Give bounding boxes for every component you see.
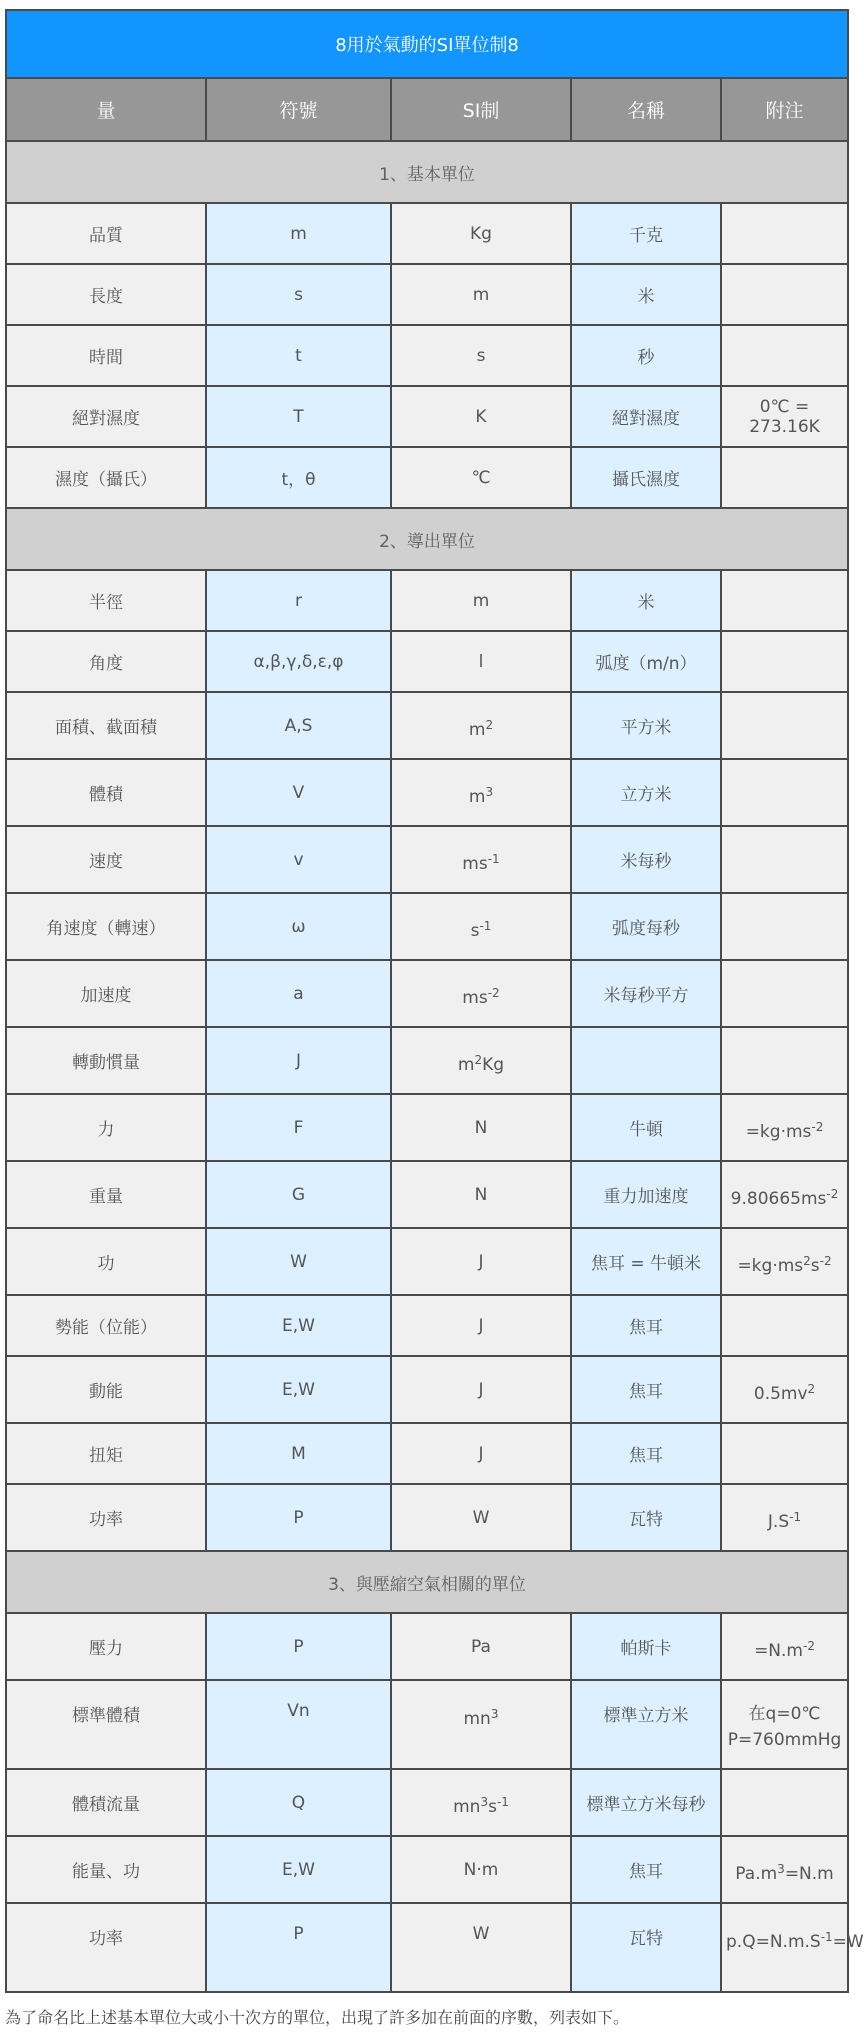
cell-unit-name: 焦耳 xyxy=(571,1295,721,1356)
cell-si-unit: $m^2$ xyxy=(391,692,571,759)
table-row xyxy=(6,1356,848,1423)
cell-si-unit: $mn^3s^{-1}$ xyxy=(391,1769,571,1836)
header-si: SI制 xyxy=(391,78,571,141)
cell-quantity: 功率 xyxy=(6,1484,206,1551)
cell-note xyxy=(721,960,848,1027)
cell-unit-name: 攝氏濕度 xyxy=(571,447,721,508)
cell-note xyxy=(721,631,848,692)
cell-quantity: 功率 xyxy=(6,1903,206,1992)
table-row xyxy=(6,1769,848,1836)
cell-note: $0.5mv^2$ xyxy=(721,1356,848,1423)
cell-unit-name: 標準立方米 xyxy=(571,1680,721,1769)
cell-symbol: a xyxy=(206,960,391,1027)
cell-symbol: v xyxy=(206,826,391,893)
cell-quantity: 角度 xyxy=(6,631,206,692)
cell-quantity: 速度 xyxy=(6,826,206,893)
cell-symbol: E,W xyxy=(206,1836,391,1903)
cell-note xyxy=(721,1423,848,1484)
cell-quantity: 濕度（攝氏） xyxy=(6,447,206,508)
cell-symbol: J xyxy=(206,1027,391,1094)
cell-symbol: r xyxy=(206,570,391,631)
table-row xyxy=(6,826,848,893)
cell-symbol: M xyxy=(206,1423,391,1484)
cell-note xyxy=(721,1027,848,1094)
cell-symbol: A,S xyxy=(206,692,391,759)
cell-unit-name: 米每秒平方 xyxy=(571,960,721,1027)
cell-unit-name: 焦耳 = 牛頓米 xyxy=(571,1228,721,1295)
cell-unit-name: 焦耳 xyxy=(571,1836,721,1903)
header-note: 附注 xyxy=(721,78,848,141)
cell-si-unit: N·m xyxy=(391,1836,571,1903)
cell-note xyxy=(721,692,848,759)
cell-symbol: t，θ xyxy=(206,447,391,508)
cell-note xyxy=(721,264,848,325)
cell-symbol: m xyxy=(206,203,391,264)
cell-note xyxy=(721,826,848,893)
cell-quantity: 絕對濕度 xyxy=(6,386,206,447)
cell-si-unit: l xyxy=(391,631,571,692)
cell-si-unit: J xyxy=(391,1228,571,1295)
cell-symbol: P xyxy=(206,1903,391,1992)
cell-si-unit: Pa xyxy=(391,1613,571,1680)
cell-si-unit: W xyxy=(391,1484,571,1551)
cell-si-unit: m xyxy=(391,570,571,631)
cell-unit-name: 絕對濕度 xyxy=(571,386,721,447)
cell-quantity: 勢能（位能） xyxy=(6,1295,206,1356)
cell-symbol: Vn xyxy=(206,1680,391,1769)
cell-si-unit: Kg xyxy=(391,203,571,264)
cell-unit-name xyxy=(571,1027,721,1094)
table-row xyxy=(6,1094,848,1161)
table-row xyxy=(6,1295,848,1356)
cell-quantity: 體積流量 xyxy=(6,1769,206,1836)
cell-note: $=kg\cdot ms^2s^{-2}$ xyxy=(721,1228,848,1295)
table-row xyxy=(6,1161,848,1228)
section-label: 1、基本單位 xyxy=(6,141,848,203)
table-row xyxy=(6,1680,848,1769)
cell-quantity: 半徑 xyxy=(6,570,206,631)
cell-symbol: E,W xyxy=(206,1295,391,1356)
cell-symbol: G xyxy=(206,1161,391,1228)
cell-note: $J.S^{-1}$ xyxy=(721,1484,848,1551)
cell-unit-name: 帕斯卡 xyxy=(571,1613,721,1680)
cell-si-unit: N xyxy=(391,1094,571,1161)
cell-quantity: 轉動慣量 xyxy=(6,1027,206,1094)
cell-unit-name: 瓦特 xyxy=(571,1903,721,1992)
cell-unit-name: 米 xyxy=(571,570,721,631)
cell-quantity: 體積 xyxy=(6,759,206,826)
cell-unit-name: 瓦特 xyxy=(571,1484,721,1551)
cell-unit-name: 平方米 xyxy=(571,692,721,759)
cell-symbol: P xyxy=(206,1484,391,1551)
table-row xyxy=(6,1836,848,1903)
cell-si-unit: $mn^3$ xyxy=(391,1680,571,1769)
cell-quantity: 加速度 xyxy=(6,960,206,1027)
cell-si-unit: N xyxy=(391,1161,571,1228)
cell-quantity: 重量 xyxy=(6,1161,206,1228)
cell-symbol: ω xyxy=(206,893,391,960)
cell-quantity: 功 xyxy=(6,1228,206,1295)
section-label: 2、導出單位 xyxy=(6,508,848,570)
cell-note xyxy=(721,447,848,508)
cell-symbol: s xyxy=(206,264,391,325)
cell-si-unit: s xyxy=(391,325,571,386)
cell-note: 0℃ = 273.16K xyxy=(721,386,848,447)
cell-quantity: 標準體積 xyxy=(6,1680,206,1769)
cell-si-unit: $m^2Kg$ xyxy=(391,1027,571,1094)
cell-unit-name: 米 xyxy=(571,264,721,325)
table-row xyxy=(6,1228,848,1295)
cell-quantity: 動能 xyxy=(6,1356,206,1423)
cell-note xyxy=(721,893,848,960)
table-row xyxy=(6,893,848,960)
note-line: 在q=0℃ xyxy=(748,1704,821,1724)
cell-note: $p.Q=N.m.S^{-1}=W$ xyxy=(721,1903,848,1992)
table-row xyxy=(6,447,848,508)
cell-unit-name: 重力加速度 xyxy=(571,1161,721,1228)
cell-unit-name: 弧度每秒 xyxy=(571,893,721,960)
cell-symbol: P xyxy=(206,1613,391,1680)
section-row xyxy=(6,508,848,570)
cell-note xyxy=(721,759,848,826)
header-quantity: 量 xyxy=(6,78,206,141)
cell-quantity: 扭矩 xyxy=(6,1423,206,1484)
cell-note: $=N.m^{-2}$ xyxy=(721,1613,848,1680)
footer-note: 為了命名比上述基本單位大或小十次方的單位，出現了許多加在前面的序數，列表如下。 xyxy=(5,2008,630,2027)
table-row xyxy=(6,1484,848,1551)
cell-si-unit: $ms^{-1}$ xyxy=(391,826,571,893)
cell-quantity: 壓力 xyxy=(6,1613,206,1680)
cell-unit-name: 牛頓 xyxy=(571,1094,721,1161)
cell-note xyxy=(721,1295,848,1356)
table-row xyxy=(6,631,848,692)
cell-symbol: α,β,γ,δ,ε,φ xyxy=(206,631,391,692)
section-row xyxy=(6,1551,848,1613)
cell-unit-name: 標準立方米每秒 xyxy=(571,1769,721,1836)
cell-note: $9.80665ms^{-2}$ xyxy=(721,1161,848,1228)
table-row xyxy=(6,1903,848,1992)
table-row xyxy=(6,1027,848,1094)
cell-symbol: F xyxy=(206,1094,391,1161)
cell-note: $Pa.m^3=N.m$ xyxy=(721,1836,848,1903)
cell-note xyxy=(721,570,848,631)
cell-si-unit: W xyxy=(391,1903,571,1992)
cell-si-unit: $ms^{-2}$ xyxy=(391,960,571,1027)
cell-quantity: 時間 xyxy=(6,325,206,386)
table-title: 8用於氣動的SI單位制8 xyxy=(6,10,848,78)
cell-quantity: 面積、截面積 xyxy=(6,692,206,759)
cell-note xyxy=(721,1769,848,1836)
cell-symbol: E,W xyxy=(206,1356,391,1423)
table-row xyxy=(6,759,848,826)
table-row xyxy=(6,960,848,1027)
cell-si-unit: K xyxy=(391,386,571,447)
table-row xyxy=(6,264,848,325)
cell-symbol: T xyxy=(206,386,391,447)
cell-si-unit: $s^{-1}$ xyxy=(391,893,571,960)
cell-unit-name: 弧度（m/n） xyxy=(571,631,721,692)
table-row xyxy=(6,325,848,386)
cell-si-unit: ℃ xyxy=(391,447,571,508)
section-row xyxy=(6,141,848,203)
cell-quantity: 力 xyxy=(6,1094,206,1161)
cell-si-unit: $m^3$ xyxy=(391,759,571,826)
cell-unit-name: 千克 xyxy=(571,203,721,264)
si-units-table xyxy=(5,9,864,1993)
cell-symbol: V xyxy=(206,759,391,826)
cell-unit-name: 立方米 xyxy=(571,759,721,826)
cell-si-unit: J xyxy=(391,1295,571,1356)
cell-quantity: 長度 xyxy=(6,264,206,325)
section-label: 3、與壓縮空氣相關的單位 xyxy=(6,1551,848,1613)
cell-symbol: Q xyxy=(206,1769,391,1836)
cell-unit-name: 焦耳 xyxy=(571,1356,721,1423)
cell-note xyxy=(721,203,848,264)
header-name: 名稱 xyxy=(571,78,721,141)
table-row xyxy=(6,1423,848,1484)
cell-si-unit: J xyxy=(391,1423,571,1484)
cell-unit-name: 米每秒 xyxy=(571,826,721,893)
cell-note xyxy=(721,325,848,386)
table-row xyxy=(6,386,848,447)
table-row xyxy=(6,1613,848,1680)
cell-si-unit: m xyxy=(391,264,571,325)
cell-symbol: W xyxy=(206,1228,391,1295)
table-row xyxy=(6,570,848,631)
cell-symbol: t xyxy=(206,325,391,386)
table-body xyxy=(6,141,864,1992)
cell-unit-name: 焦耳 xyxy=(571,1423,721,1484)
cell-quantity: 能量、功 xyxy=(6,1836,206,1903)
cell-si-unit: J xyxy=(391,1356,571,1423)
cell-quantity: 品質 xyxy=(6,203,206,264)
cell-note xyxy=(721,1680,848,1769)
header-row xyxy=(6,78,848,141)
cell-note: $=kg\cdot ms^{-2}$ xyxy=(721,1094,848,1161)
cell-quantity: 角速度（轉速） xyxy=(6,893,206,960)
note-line: P=760mmHg xyxy=(727,1730,842,1750)
cell-unit-name: 秒 xyxy=(571,325,721,386)
header-symbol: 符號 xyxy=(206,78,391,141)
table-row xyxy=(6,692,848,759)
table-row xyxy=(6,203,848,264)
